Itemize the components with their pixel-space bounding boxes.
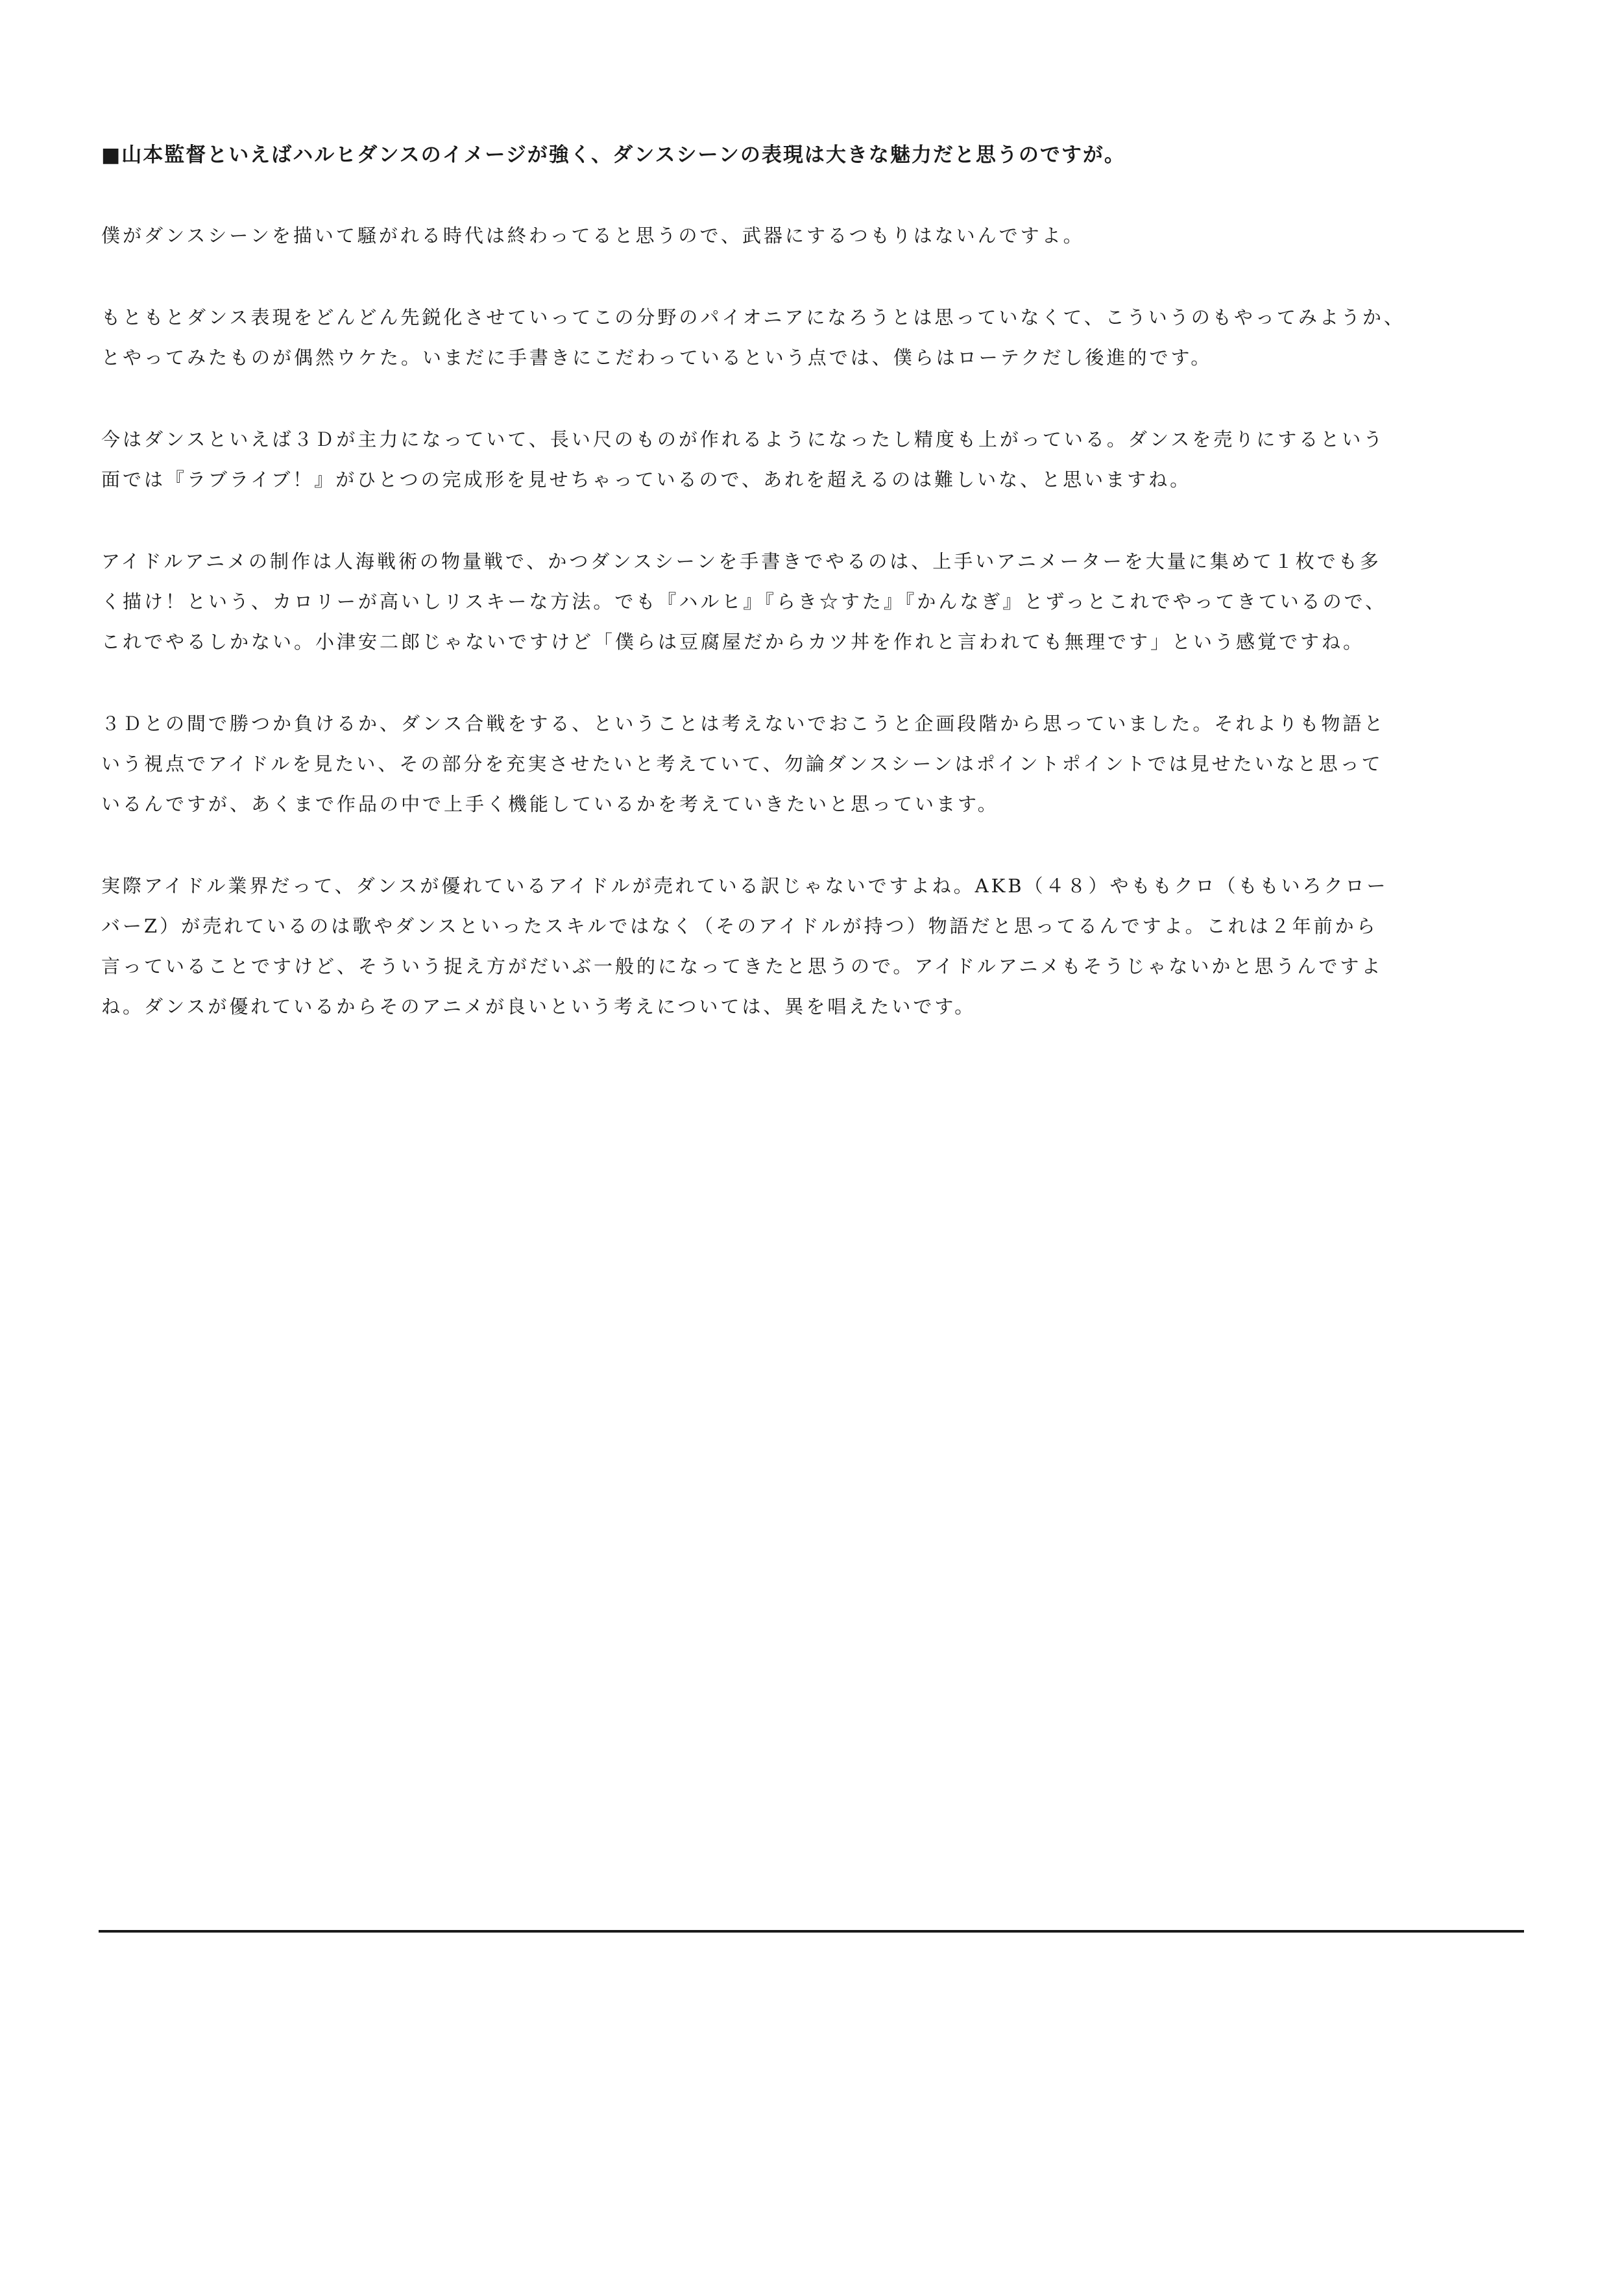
interview-article (101, 135, 1544, 1068)
paragraph-line: バーZ）が売れているのは歌やダンスといったスキルではなく（そのアイドルが持つ）物語だと思ってるんですよ。これは２年前から (101, 915, 1378, 937)
paragraph-line: く描け！という、カロリーが高いしリスキーな方法。でも『ハルヒ』『らき☆すた』『かんなぎ』とずっとこれでやってきているので、 (101, 591, 1387, 613)
answer-paragraph-3 (101, 419, 1544, 500)
paragraph-line: これでやるしかない。小津安二郎じゃないですけど「僕らは豆腐屋だからカツ丼を作れと言われても無理です」という感覚ですね。 (101, 631, 1365, 653)
paragraph-line: ね。ダンスが優れているからそのアニメが良いという考えについては、異を唱えたいです。 (101, 995, 976, 1018)
paragraph-line: ３Ｄとの間で勝つか負けるか、ダンス合戦をする、ということは考えないでおこうと企画段階から思っていました。それよりも物語と (101, 713, 1386, 735)
answer-paragraph-5 (101, 703, 1544, 824)
paragraph-line: 言っていることですけど、そういう捉え方がだいぶ一般的になってきたと思うので。アイドルアニメもそうじゃないかと思うんですよ (101, 955, 1383, 977)
paragraph-line: いう視点でアイドルを見たい、その部分を充実させたいと考えていて、勿論ダンスシーンはポイントポイントでは見せたいなと思って (101, 753, 1383, 775)
paragraph-line: 面では『ラブライブ！』がひとつの完成形を見せちゃっているので、あれを超えるのは難しいな、と思いますね。 (101, 469, 1192, 491)
footer-divider-line (99, 1930, 1524, 1933)
paragraph-line: アイドルアニメの制作は人海戦術の物量戦で、かつダンスシーンを手書きでやるのは、上手いアニメーターを大量に集めて１枚でも多 (101, 550, 1381, 572)
paragraph-line: いるんですが、あくまで作品の中で上手く機能しているかを考えていきたいと思っています。 (101, 793, 999, 815)
answer-paragraph-6 (101, 866, 1544, 1027)
paragraph-line: とやってみたものが偶然ウケた。いまだに手書きにこだわっているという点では、僕らはローテクだし後進的です。 (101, 347, 1213, 369)
paragraph-line: 今はダンスといえば３Ｄが主力になっていて、長い尺のものが作れるようになったし精度も上がっている。ダンスを売りにするという (101, 428, 1385, 450)
paragraph-line: 僕がダンスシーンを描いて騒がれる時代は終わってると思うので、武器にするつもりはないんですよ。 (101, 225, 1085, 247)
answer-paragraph-2 (101, 297, 1544, 378)
paragraph-line: もともとダンス表現をどんどん先鋭化させていってこの分野のパイオニアになろうとは思っていなくて、こういうのもやってみようか、 (101, 306, 1405, 328)
answer-paragraph-4 (101, 541, 1544, 662)
paragraph-line: 実際アイドル業界だって、ダンスが優れているアイドルが売れている訳じゃないですよね。AKB（４８）やももクロ（ももいろクロー (101, 875, 1388, 897)
answer-paragraph-1 (101, 215, 1544, 256)
interview-question: ■山本監督といえばハルヒダンスのイメージが強く、ダンスシーンの表現は大きな魅力だと思うのですが。 (101, 143, 1126, 167)
